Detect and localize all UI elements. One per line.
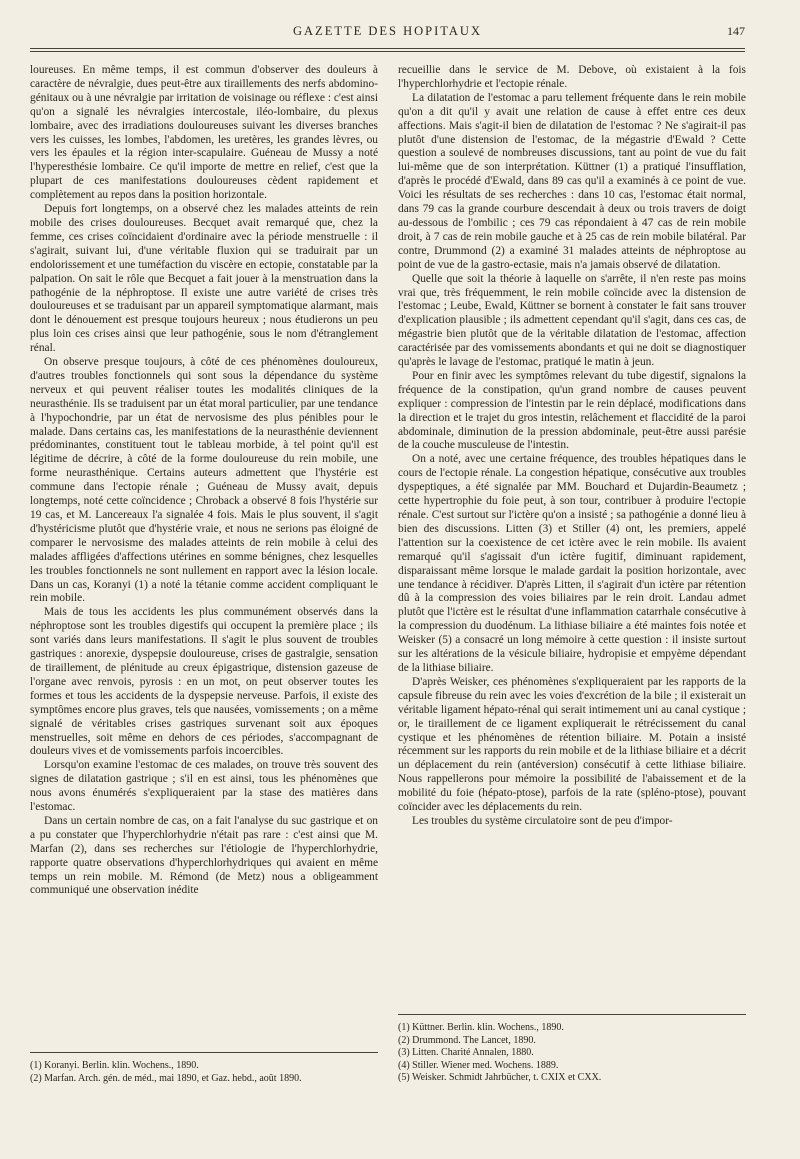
header-rule-top: [30, 48, 745, 49]
right-column: [398, 64, 746, 829]
paragraph: Les troubles du système circulatoire sont de peu d'impor-: [412, 814, 673, 827]
footnote-rule-right: [398, 1014, 746, 1015]
journal-title: GAZETTE DES HOPITAUX: [293, 24, 482, 38]
paragraph: On observe presque toujours, à côté de ces phénomènes douloureux, d'autres troubles fonctionnels qui sont sous la dépendance du système nerveux et qui peuvent réaliser toutes les modalités cliniques de la neurasthénie. Ils se traduisent par un état moral particulier, par une tendance à l'hypochondrie, par un état de nervosisme des plus pénibles pour le malade. Dans certains cas, les manifestations de la neurasthénie deviennent prédominantes, constituent tout le tableau morbide, à tel point qu'il est légitime de décrire, à côté de la forme douloureuse du rein mobile, une forme neurasthénique. Certains auteurs admettent que l'hystérie est commune dans l'ectopie rénale ; Guéneau de Mussy avait, depuis longtemps, noté cette coïncidence ; Chroback a observé 8 fois l'hystérie sur 19 cas, et M. Lancereaux l'a signalée 4 fois. Mais le plus souvent, il s'agit d'hystéricisme plutôt que d'hystérie vraie, et nous ne serions pas éloigné de comparer le nervosisme des malades atteints de rein mobile à celui des malades affligées d'affections utérines en somme bénignes, chez lesquelles les troubles fonctionnels ne sont nullement en rapport avec la lésion locale. Dans un cas, Koranyi (1) a noté la tétanie comme accident compliquant le rein mobile.: [30, 356, 378, 605]
footnotes-right: [398, 1022, 746, 1085]
header-rule-bottom: [30, 51, 745, 52]
page-number: 147: [727, 24, 745, 38]
paragraph: Pour en finir avec les symptômes relevant du tube digestif, signalons la fréquence de la constipation, qu'un grand nombre de causes peuvent expliquer : compression de l'intestin par le rein déplacé, modifications dans la direction et le trajet du gros intestin, relâchement et flaccidité de la paroi abdominale, diminution de la pression abdominale, peut-être aussi parésie de la couche musculeuse de l'intestin.: [398, 369, 746, 452]
footnote: (1) Koranyi. Berlin. klin. Wochens., 1890.: [30, 1060, 199, 1071]
paragraph: recueillie dans le service de M. Debove, où existaient à la fois l'hyperchlorhydrie et l'ectopie rénale.: [398, 64, 746, 90]
page-header: [30, 22, 745, 44]
footnotes-left: [30, 1060, 378, 1085]
footnote-rule-left: [30, 1052, 378, 1053]
paragraph: D'après Weisker, ces phénomènes s'expliqueraient par les rapports de la capsule fibreuse du rein avec les voies d'excrétion de la bile ; il existerait un véritable ligament hépato-rénal qui serait intimement uni au canal cystique ; or, le tiraillement de ce ligament expliquerait le rétrécissement du canal cystique et les phénomènes de rétention biliaire. M. Potain a insisté récemment sur les rapports du rein mobile et de la lithiase biliaire et a décrit un déplacement du rein (antéversion) consécutif à cette lithiase biliaire. Nous rappellerons pour mémoire la possibilité de l'abaissement et de la mobilité du foie (hépato-ptose), parfois de la rate (spléno-ptose), pouvant coïncider avec les déplacements du rein.: [398, 675, 746, 814]
footnote: (5) Weisker. Schmidt Jahrbücher, t. CXIX et CXX.: [398, 1072, 602, 1084]
paragraph: loureuses. En même temps, il est commun d'observer des douleurs à caractère de névralgie, dues peut-être aux tiraillements des nerfs abdomino-génitaux ou à une névralgie par irritation de voisinage ou réflexe : c'est ainsi qu'on a signalé les névralgies intercostale, iléo-lombaire, du plexus lombaire, avec des irradiations douloureuses suivant les diverses branches vers les cuisses, les lombes, l'abdomen, les uretères, les grandes lèvres, ou vers les épaules et la région inter-scapulaire. Guéneau de Mussy a noté l'hyperesthésie lombaire. Ce qu'il importe de mettre en relief, c'est que la plupart de ces manifestations douloureuses cèdent rapidement et complètement au repos dans la position horizontale.: [30, 64, 378, 202]
paragraph: Mais de tous les accidents les plus communément observés dans la néphroptose sont les troubles digestifs qui occupent la première place ; ils sont variés dans leurs manifestations. Il s'agit le plus souvent de troubles gastriques : anorexie, dyspepsie douloureuse, crises de gastralgie, sensation de tiraillement, de plénitude au creux épigastrique, distension gazeuse de l'organe avec renvois, pyrosis : en un mot, on peut observer toutes les formes et tous les accidents de la dyspepsie nerveuse. Parfois, il existe des symptômes encore plus graves, tels que nausées, vomissements ; on a même signalé de véritables crises gastriques survenant soit aux époques menstruelles, soit même en dehors de ces périodes, s'accompagnant de douleurs vives et de vomissements parfois incoercibles.: [30, 606, 378, 758]
paragraph: La dilatation de l'estomac a paru tellement fréquente dans le rein mobile qu'on a dit qu'il y avait une relation de cause à effet entre ces deux affections. Mais s'agit-il bien de dilatation de l'estomac ? Ne s'agirait-il pas plutôt d'une distension de l'estomac, de la mégastrie d'Ewald ? Cette question a soulevé de nombreuses discussions, tant au point de vue du fait lui-même que de son interprétation. Küttner (1) a pratiqué l'insufflation, d'après le procédé d'Ewald, dans 89 cas qu'il a examinés à ce point de vue. Voici les résultats de ses recherches : dans 10 cas, l'estomac était normal, dans 79 cas la grande courbure descendait à deux ou trois travers de doigt au-dessous de l'ombilic ; ces 79 cas répondaient à 47 cas de rein mobile droit, à 7 cas de rein mobile gauche et à 25 cas de rein mobile bilatéral. Par contre, Drummond (2) a examiné 31 malades atteints de néphroptose au point de vue de la gastro-ectasie, mais n'a jamais observé de dilatation.: [398, 91, 746, 271]
footnote: (4) Stiller. Wiener med. Wochens. 1889.: [398, 1059, 559, 1071]
paragraph: Depuis fort longtemps, on a observé chez les malades atteints de rein mobile des crises douloureuses. Becquet avait remarqué que, chez la femme, ces crises coïncidaient d'ordinaire avec la période menstruelle : il s'agirait, suivant lui, d'une véritable fluxion qui se traduirait par un endolorissement et une tuméfaction du viscère en ectopie, constatable par la palpation. On sait le rôle que Becquet a fait jouer à la menstruation dans la pathogénie de la néphroptose. Il existe une autre variété de crises très douloureuses et se traduisant par un appareil symptomatique alarmant, mais dont le dénouement est presque toujours heureux ; nous étudierons un peu plus loin ces crises ainsi que leur pathogénie, sous le nom d'étranglement rénal.: [30, 203, 378, 355]
footnote: (2) Drummond. The Lancet, 1890.: [398, 1034, 536, 1046]
footnote: (2) Marfan. Arch. gén. de méd., mai 1890, et Gaz. hebd., août 1890.: [30, 1072, 302, 1084]
paragraph: On a noté, avec une certaine fréquence, des troubles hépatiques dans le cours de l'ectopie rénale. La congestion hépatique, consécutive aux troubles dyspeptiques, a été signalée par MM. Bouchard et Dujardin-Beaumetz ; cette hypertrophie du foie peut, à son tour, contribuer à produire l'ectopie rénale. C'est surtout sur l'ictère qu'on a insisté ; sa pathogénie a donné lieu à bien des discussions. Litten (3) et Stiller (4) ont, les premiers, appelé l'attention sur la coexistence de cet ictère avec le rein mobile. Ils avaient remarqué qu'il s'agissait d'un ictère fugitif, diminuant rapidement, disparaissant même lorsque le malade gardait la position horizontale, avec une tendance à récidiver. D'après Litten, il s'agirait d'un ictère par rétention dû à la compression des voies biliaires par le rein droit. Landau admet plutôt que l'ictère est le résultat d'une inflammation catarrhale consécutive à la compression du duodénum. La lithiase biliaire a été maintes fois notée et Weisker (5) a consacré un long mémoire à cette question : il insiste surtout sur les altérations de la vésicule biliaire, hydropisie et empyème dépendant de la lithiase biliaire.: [398, 453, 746, 674]
paragraph: Lorsqu'on examine l'estomac de ces malades, on trouve très souvent des signes de dilatation gastrique ; s'il en est ainsi, tous les phénomènes que nous avons énumérés s'expliqueraient par la stase des matières dans l'estomac.: [30, 759, 378, 814]
footnote: (1) Küttner. Berlin. klin. Wochens., 1890.: [398, 1022, 564, 1033]
paragraph: Dans un certain nombre de cas, on a fait l'analyse du suc gastrique et on a pu constater que l'hyperchlorhydrie n'était pas rare : c'est ainsi que M. Marfan (2), dans ses recherches sur l'étiologie de l'hyperchlorhydrie, rapporte quatre observations d'hyperchlorhydriques qui avaient en même temps un rein mobile. M. Rémond (de Metz) nous a obligeamment communiqué une observation inédite: [30, 814, 378, 897]
footnote: (3) Litten. Charité Annalen, 1880.: [398, 1047, 534, 1059]
left-column: [30, 64, 378, 898]
paragraph: Quelle que soit la théorie à laquelle on s'arrête, il n'en reste pas moins vrai que, très fréquemment, le rein mobile coïncide avec la distension de l'estomac ; Leube, Ewald, Küttner se bornent à constater le fait sans trouver d'explication plausible ; ils admettent cependant qu'il s'agit, dans ces cas, de mégastrie bien plutôt que de la véritable dilatation de l'estomac, affection caractérisée par des vomissements abondants et qui ne doit se diagnostiquer qu'après le lavage de l'estomac, pratiqué le matin à jeun.: [398, 272, 746, 369]
